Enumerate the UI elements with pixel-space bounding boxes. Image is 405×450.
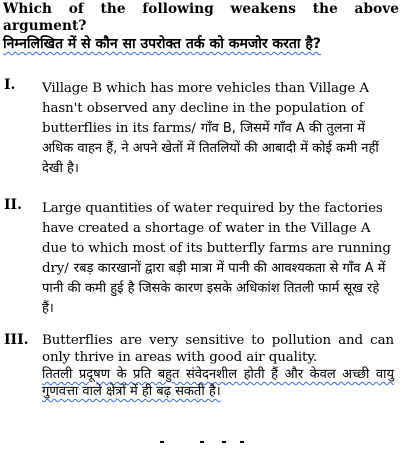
option-3-english: Butterflies are very sensitive to pollution and can only thrive in areas with good air quality. <box>42 333 394 365</box>
option-3-numeral: III. <box>4 332 29 348</box>
cropped-text-fragment <box>200 441 204 443</box>
option-2-hindi: रबड़ कारखानों द्वारा बड़ी मात्रा में पानी की आवश्यकता से गाँव A में पानी की कमी हुई है जिसके कारण इसके अधिकांश तितली फार्म सूख रहे हैं। <box>42 261 386 316</box>
question-english: Which of the following weakens the above argument? <box>3 1 399 34</box>
option-1-numeral: I. <box>4 77 16 93</box>
option-2-body <box>42 197 394 317</box>
option-2-english: Large quantities of water required by the factories have created a shortage of water in the Village A due to which most of its butterfly farms are running dry/ <box>42 201 391 276</box>
option-1-english: Village B which has more vehicles than Village A hasn't observed any decline in the population of butterflies in its farms/ <box>42 81 369 136</box>
option-3-hindi-text: तितली प्रदूषण के प्रति बहुत संवेदनशील होती हैं और केवल अच्छी वायु गुणवत्ता वाले क्षेत्रों में ही बढ़ सकती है। <box>42 367 394 399</box>
question-hindi <box>3 35 401 54</box>
cropped-text-fragment <box>222 441 226 443</box>
option-3-hindi <box>42 366 394 400</box>
option-3-body <box>42 332 394 400</box>
cropped-text-fragment <box>240 441 244 443</box>
option-2-numeral: II. <box>4 197 22 213</box>
option-1-hindi: गाँव B, जिसमें गाँव A की तुलना में अधिक वाहन हैं, ने अपने खेतों में तितलियों की आबादी में कोई कमी नहीं देखी है। <box>42 121 379 176</box>
question-hindi-text: निम्नलिखित में से कौन सा उपरोक्त तर्क को कमजोर करता है? <box>3 36 321 52</box>
cropped-text-fragment <box>160 441 164 443</box>
option-1-body <box>42 77 394 177</box>
